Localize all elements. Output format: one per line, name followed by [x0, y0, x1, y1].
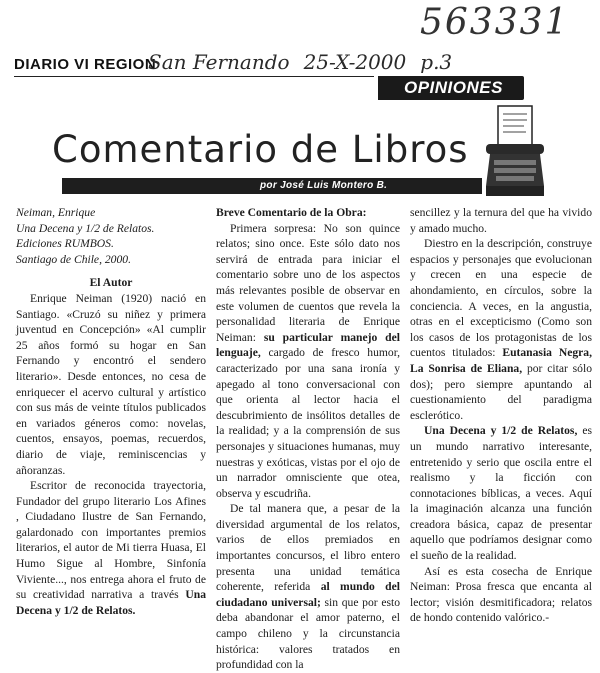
- column-2: [216, 205, 400, 673]
- column-3: [410, 205, 592, 626]
- review-p1-a: Primera sorpresa: No son quince relatos; sino once. Este sólo dato nos servirá de entrada para iniciar el comentario sobre uno de los aspectos más relevantes posible de observar en este volumen de cuentos que revela la personalidad literaria de Enrique Neiman:: [216, 221, 400, 344]
- newspaper-name: DIARIO VI REGION: [14, 56, 157, 73]
- masthead-rule: [14, 76, 374, 77]
- byline: por José Luis Montero B.: [260, 180, 388, 191]
- review-paragraph-3: [410, 236, 592, 423]
- review-paragraph-2: [216, 501, 400, 673]
- review-continuation: sencillez y la ternura del que ha vivido y amado mucho.: [410, 206, 592, 235]
- review-heading: Breve Comentario de la Obra:: [216, 206, 367, 219]
- handwritten-page: p.3: [420, 50, 453, 74]
- review-p4-text: es un mundo narrativo interesante, entretenido y serio que oscila entre el realismo y la ficción con connotaciones bíblicas, a veces. Aquí la imaginación alcanza una función creadora básica, capaz de presentar aquello que podríamos designar como el sueño de la realidad.: [410, 424, 592, 563]
- book-author: Neiman, Enrique: [16, 206, 96, 219]
- handwritten-date: 25-X-2000: [303, 50, 407, 74]
- review-p2-b: sin que por esto deba abandonar el amor paterno, el campo chileno y la circunstancia histórica: valores tratados en profundidad con la: [216, 595, 400, 672]
- review-p3-a: Diestro en la descripción, construye espacios y personajes que evolucionan y crecen en una especie de ahondamiento, en círculos, sobre la conciencia. A veces, en la angustia, otras en el excepticismo (Como son los casos de los protagonistas de los cuentos titulados:: [410, 237, 592, 360]
- column-1: [16, 205, 206, 618]
- archive-number: 563331: [420, 2, 570, 43]
- author-paragraph-1: Enrique Neiman (1920) nació en Santiago. «Cruzó su niñez y primera juventud en Concepción» «Al cumplir 25 años formó su hogar en San Fernando y encontró el sendero literario». Desde entonces, no cesa de enriquecer el acervo cultural y artístico con sus más de veinte títulos publicados en variados géneros como: novelas, cuentos, ensayos, poemas, recuerdos, diario de viaje, reminiscencias y añoranzas.: [16, 291, 206, 477]
- review-p3-b: por citar sólo dos); pero siempre apuntando al cuestionamiento del paradigma escleróticо.: [410, 361, 592, 422]
- author-paragraph-2: [16, 478, 206, 618]
- review-p1-bold: su particular manejo del lenguaje,: [216, 330, 400, 360]
- review-paragraph-4: [410, 423, 592, 563]
- review-p3-bold: Eutanasia Negra, La Sonrisa de Eliana,: [410, 346, 592, 375]
- review-p2-a: De tal manera que, a pesar de la diversidad argumental de los relatos, varios de ellos premiados en importantes concursos, el libro entero presenta una unidad temática coherente, referida: [216, 502, 400, 594]
- review-p1-b: cargado de fresco humor, caracterizado por una sana ironía y apegado al tono conversacional con que orienta al lector hacia el descubrimiento de insólitos detalles de la realidad; y a la comprensión de sus personajes y situaciones humanas, muy nuestras y exóticas, vistas por el ojo de un narrador omnisciente que otea, observa y escudriña.: [216, 346, 400, 500]
- review-paragraph-5: Así es esta cosecha de Enrique Neiman: Prosa fresca que encanta al lector; visión desmitificadora; relatos de hondo contenido valórico.-: [410, 564, 592, 625]
- author-heading: El Autor: [89, 276, 133, 290]
- section-label: OPINIONES: [404, 78, 503, 97]
- headline: Comentario de Libros: [52, 128, 469, 171]
- handwritten-note: [148, 50, 452, 74]
- typewriter-icon: [484, 104, 546, 200]
- book-publisher: Ediciones RUMBOS.: [16, 237, 114, 251]
- review-p2-bold: al mundo del ciudadano universal;: [216, 580, 400, 609]
- author-paragraph-2-text: Escritor de reconocida trayectoria, Fundador del grupo literario Los Afines , Ciudadano Ilustre de San Fernando, galardonado con importantes premios literarios, el autor de Mi tierra Huasa, El Humo Sigue al Hombre, Sinfonía Viviente..., nos entrega ahora el fruto de su creatividad narrativa a través: [16, 479, 206, 602]
- book-title: Una Decena y 1/2 de Relatos.: [16, 221, 155, 235]
- handwritten-place: San Fernando: [148, 50, 290, 74]
- review-paragraph-1: [216, 221, 400, 502]
- review-p4-bold: Una Decena y 1/2 de Relatos,: [424, 424, 578, 438]
- book-place-year: Santiago de Chile, 2000.: [16, 252, 131, 266]
- book-title-mention: Una Decena y 1/2 de Relatos.: [16, 588, 206, 617]
